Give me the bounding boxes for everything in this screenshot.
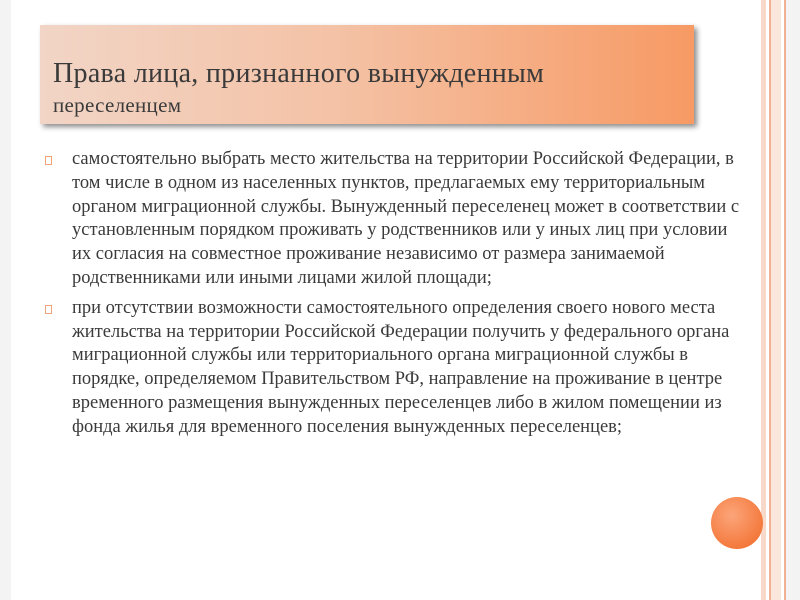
bullet-text: при отсутствии возможности самостоятельного определения своего нового места жительства на территории Российской Федерации получить у федерального органа миграционной службы или территориального органа миграционной службы в порядке, определяемом Правительством РФ, направление на проживание в центре временного размещения вынужденных переселенцев либо в жилом помещении из фонда жилья для временного поселения вынужденных переселенцев; bbox=[72, 297, 730, 437]
bullet-marker-icon bbox=[45, 156, 52, 165]
bullet-item bbox=[40, 148, 740, 291]
bullet-marker-icon bbox=[45, 305, 52, 314]
bullet-text: самостоятельно выбрать место жительства на территории Российской Федерации, в том числе в одном из населенных пунктов, предлагаемых ему территориальным органом миграционной службы. Вынужденный переселенец может в соответствии с установленным порядком проживать у родственников или у иных лиц при условии их согласия на совместное проживание независимо от размера занимаемой родственниками или иными лицами жилой площади; bbox=[72, 149, 740, 288]
slide-title-line1: Права лица, признанного вынужденным bbox=[53, 58, 545, 89]
decorative-circle bbox=[711, 497, 763, 549]
bullet-item bbox=[40, 297, 740, 440]
decorative-border bbox=[786, 0, 800, 600]
decorative-border bbox=[771, 0, 781, 600]
slide-title-line2: переселенцем bbox=[53, 93, 182, 117]
title-box bbox=[40, 25, 694, 124]
bullet-list bbox=[40, 148, 740, 446]
